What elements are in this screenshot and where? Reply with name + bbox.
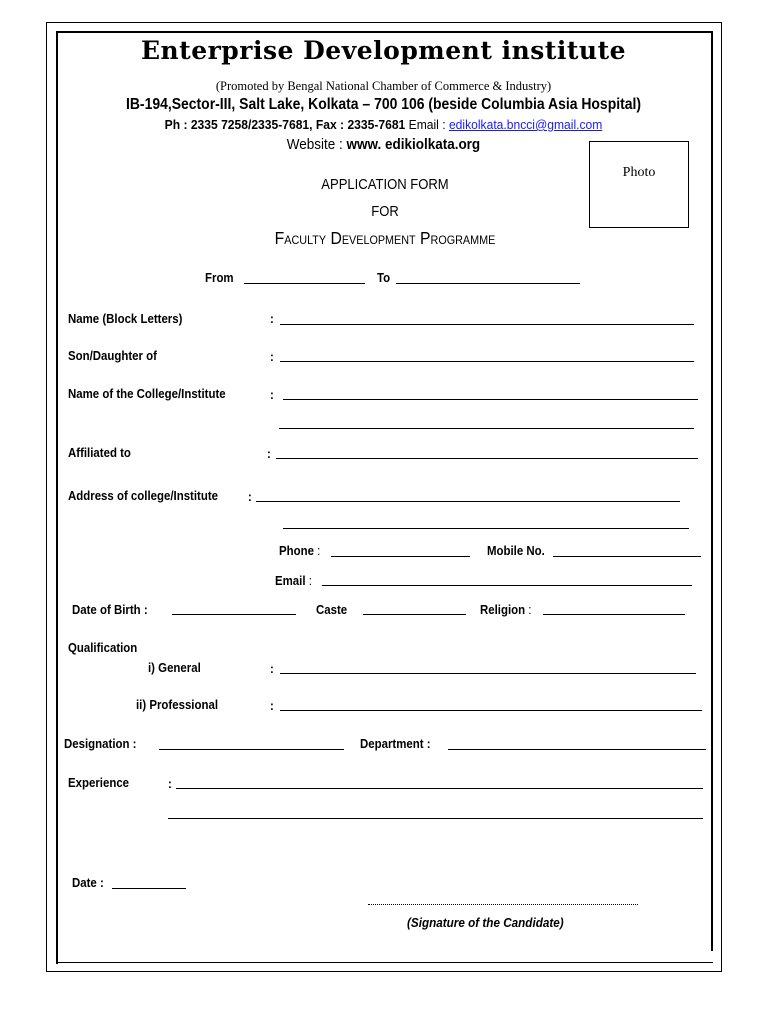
son-daughter-label: Son/Daughter of — [68, 348, 157, 363]
to-field[interactable] — [396, 283, 580, 284]
email-field-label: Email : — [275, 573, 312, 588]
date-label: Date : — [72, 875, 104, 890]
address-colon: : — [248, 489, 252, 504]
affiliated-label: Affiliated to — [68, 445, 131, 460]
institute-address: IB-194,Sector-III, Salt Lake, Kolkata – 700 106 (beside Columbia Asia Hospital) — [125, 96, 642, 113]
phone-label: Phone : — [279, 543, 321, 558]
address-field-line2[interactable] — [283, 528, 689, 529]
page-border-right — [711, 31, 713, 951]
general-field[interactable] — [280, 673, 696, 674]
photo-box[interactable] — [589, 141, 689, 228]
religion-label: Religion : — [480, 602, 532, 617]
college-field[interactable] — [283, 399, 698, 400]
phone-field[interactable] — [331, 556, 470, 557]
address-label: Address of college/Institute — [68, 488, 219, 503]
religion-field[interactable] — [543, 614, 685, 615]
email-label: Email : — [408, 117, 446, 132]
general-colon: : — [270, 661, 274, 676]
department-label: Department : — [360, 736, 431, 751]
designation-field[interactable] — [159, 749, 344, 750]
institute-name: Enterprise Development institute — [140, 36, 627, 65]
general-label: i) General — [148, 660, 201, 675]
college-label: Name of the College/Institute — [68, 386, 226, 401]
experience-colon: : — [168, 776, 172, 791]
professional-label: ii) Professional — [136, 697, 219, 712]
affiliated-colon: : — [267, 446, 271, 461]
experience-field-line2[interactable] — [168, 818, 703, 819]
form-title-line2: FOR — [371, 204, 399, 220]
caste-label: Caste — [316, 602, 348, 617]
experience-label: Experience — [68, 775, 130, 790]
from-field[interactable] — [244, 283, 365, 284]
dob-label: Date of Birth : — [72, 602, 148, 617]
name-label: Name (Block Letters) — [68, 311, 183, 326]
professional-field[interactable] — [280, 710, 702, 711]
name-colon: : — [270, 311, 274, 326]
signature-caption: (Signature of the Candidate) — [407, 915, 564, 930]
department-field[interactable] — [448, 749, 706, 750]
mobile-field[interactable] — [553, 556, 701, 557]
from-label: From — [205, 270, 234, 285]
experience-field[interactable] — [176, 788, 703, 789]
email-field[interactable] — [322, 585, 692, 586]
email-link[interactable]: edikolkata.bncci@gmail.com — [448, 117, 603, 132]
promoted-by: (Promoted by Bengal National Chamber of Commerce & Industry) — [215, 79, 552, 93]
professional-colon: : — [270, 698, 274, 713]
dob-field[interactable] — [172, 614, 296, 615]
date-field[interactable] — [112, 888, 186, 889]
son-daughter-colon: : — [270, 349, 274, 364]
affiliated-field[interactable] — [276, 458, 698, 459]
name-field[interactable] — [280, 324, 694, 325]
son-daughter-field[interactable] — [280, 361, 694, 362]
signature-line[interactable] — [368, 904, 638, 905]
form-title-line1: APPLICATION FORM — [321, 177, 449, 193]
phone-fax: Ph : 2335 7258/2335-7681, Fax : 2335-7681 — [164, 117, 406, 132]
website-url: www. edikiolkata.org — [346, 137, 481, 153]
contact-line — [79, 117, 688, 132]
caste-field[interactable] — [363, 614, 466, 615]
mobile-label: Mobile No. — [487, 543, 545, 558]
photo-label: Photo — [622, 165, 656, 180]
website-label: Website : — [286, 137, 343, 153]
designation-label: Designation : — [64, 736, 137, 751]
form-title-line3: Faculty Development Programme — [274, 228, 496, 248]
college-colon: : — [270, 387, 274, 402]
page-border-bottom — [56, 962, 713, 963]
qualification-label: Qualification — [68, 640, 138, 655]
address-field[interactable] — [256, 501, 680, 502]
to-label: To — [377, 270, 391, 285]
college-field-line2[interactable] — [279, 428, 694, 429]
